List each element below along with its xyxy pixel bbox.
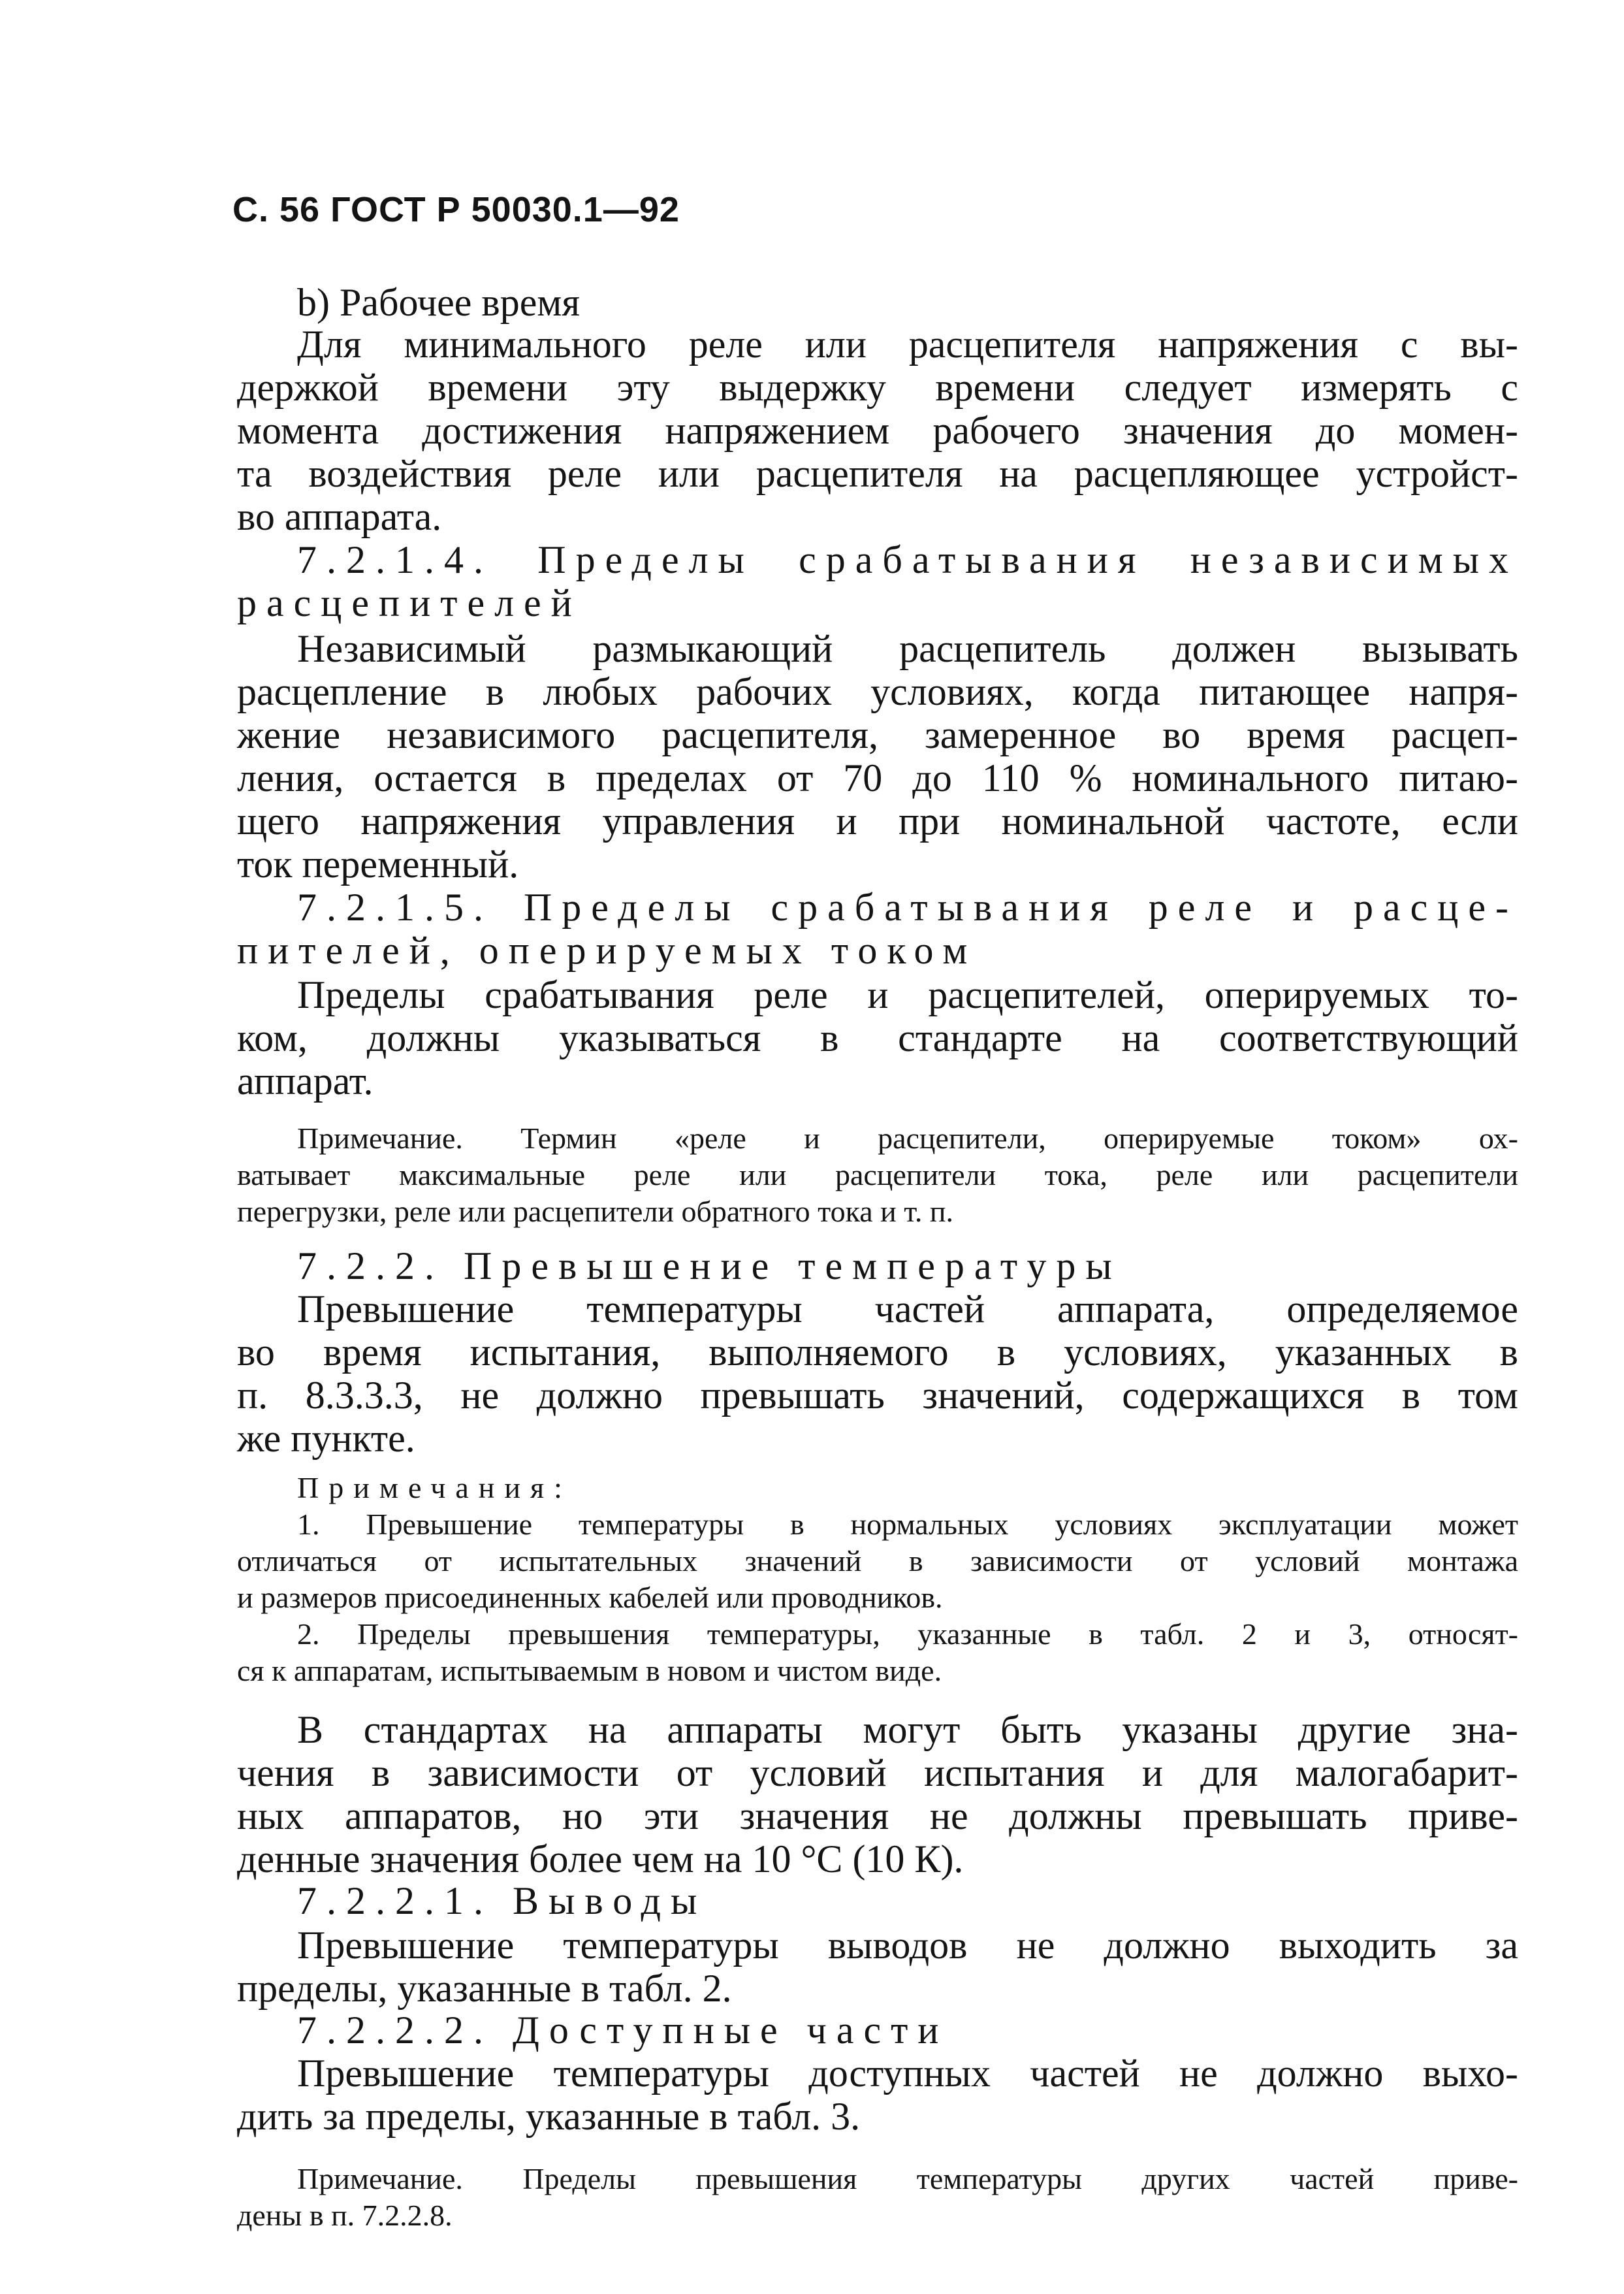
note-line: Примечание. Пределы превышения температуры других частей приве-: [297, 2162, 1518, 2195]
section-heading-7-2-2-2: 7.2.2.2. Доступные части: [297, 2009, 949, 2052]
section-heading-7-2-1-4-cont: расцепителей: [237, 581, 582, 624]
paragraph-line: аппарат.: [237, 1059, 374, 1103]
paragraph-line: ных аппаратов, но эти значения не должны превышать приве-: [237, 1794, 1518, 1837]
paragraph-line: расцепление в любых рабочих условиях, когда питающее напря-: [237, 670, 1518, 713]
paragraph-line: та воздействия реле или расцепителя на расцепляющее устройст-: [237, 452, 1518, 495]
paragraph-line: пределы, указанные в табл. 2.: [237, 1967, 732, 2010]
section-heading-7-2-1-4: 7.2.1.4. Пределы срабатывания независимых: [297, 538, 1518, 581]
paragraph-line: момента достижения напряжением рабочего значения до момен-: [237, 409, 1518, 452]
note-line: 2. Пределы превышения температуры, указанные в табл. 2 и 3, относят-: [297, 1617, 1518, 1651]
paragraph-line: Пределы срабатывания реле и расцепителей, оперируемых то-: [297, 973, 1518, 1016]
paragraph-line: держкой времени эту выдержку времени следует измерять с: [237, 366, 1518, 409]
section-heading-7-2-2: 7.2.2. Превышение температуры: [297, 1244, 1122, 1287]
paragraph-line: В стандартах на аппараты могут быть указаны другие зна-: [297, 1708, 1518, 1751]
list-item-b: b) Рабочее время: [297, 281, 580, 324]
running-header: С. 56 ГОСТ Р 50030.1—92: [232, 190, 680, 229]
section-heading-7-2-1-5: 7.2.1.5. Пределы срабатывания реле и расце-: [297, 886, 1518, 929]
paragraph-line: щего напряжения управления и при номинальной частоте, если: [237, 800, 1518, 843]
paragraph-line: Превышение температуры частей аппарата, определяемое: [297, 1287, 1518, 1331]
paragraph-line: ток переменный.: [237, 843, 519, 886]
paragraph-line: Для минимального реле или расцепителя напряжения с вы-: [297, 323, 1518, 366]
paragraph-line: дить за пределы, указанные в табл. 3.: [237, 2095, 861, 2138]
paragraph-line: ления, остается в пределах от 70 до 110 % номинального питаю-: [237, 756, 1518, 800]
paragraph-line: чения в зависимости от условий испытания и для малогабарит-: [237, 1751, 1518, 1794]
paragraph-line: денные значения более чем на 10 °С (10 К).: [237, 1837, 964, 1881]
section-heading-7-2-2-1: 7.2.2.1. Выводы: [297, 1879, 707, 1922]
paragraph-line: Независимый размыкающий расцепитель должен вызывать: [297, 627, 1518, 670]
paragraph-line: п. 8.3.3.3, не должно превышать значений, содержащихся в том: [237, 1374, 1518, 1417]
section-heading-7-2-1-5-cont: пителей, оперируемых током: [237, 929, 978, 972]
paragraph-line: жение независимого расцепителя, замеренное во время расцеп-: [237, 713, 1518, 756]
note-line: ватывает максимальные реле или расцепители тока, реле или расцепители: [237, 1158, 1518, 1191]
note-line: Примечание. Термин «реле и расцепители, оперируемые током» ох-: [297, 1122, 1518, 1155]
paragraph-line: же пункте.: [237, 1417, 415, 1460]
paragraph-line: Превышение температуры доступных частей не должно выхо-: [297, 2052, 1518, 2095]
paragraph-line: Превышение температуры выводов не должно выходить за: [297, 1924, 1518, 1967]
note-line: перегрузки, реле или расцепители обратного тока и т. п.: [237, 1195, 954, 1228]
paragraph-line: во время испытания, выполняемого в условиях, указанных в: [237, 1331, 1518, 1374]
notes-title: Примечания:: [297, 1471, 572, 1504]
paragraph-line: ком, должны указываться в стандарте на соответствующий: [237, 1016, 1518, 1059]
note-line: 1. Превышение температуры в нормальных условиях эксплуатации может: [297, 1508, 1518, 1541]
note-line: дены в п. 7.2.2.8.: [237, 2199, 453, 2232]
note-line: и размеров присоединенных кабелей или проводников.: [237, 1581, 943, 1614]
note-line: ся к аппаратам, испытываемым в новом и чистом виде.: [237, 1654, 942, 1687]
paragraph-line: во аппарата.: [237, 495, 442, 538]
note-line: отличаться от испытательных значений в зависимости от условий монтажа: [237, 1544, 1518, 1577]
